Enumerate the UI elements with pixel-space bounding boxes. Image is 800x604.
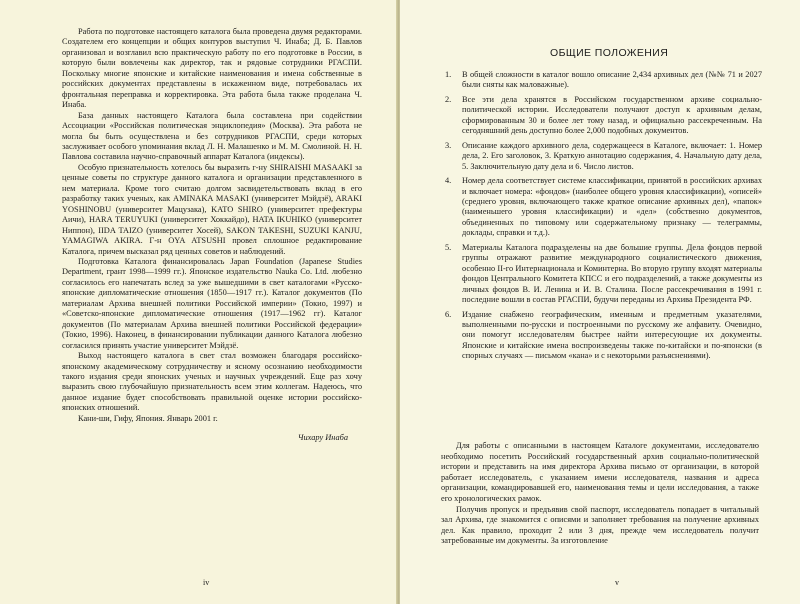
closing-text (441, 441, 759, 547)
paragraph: Получив пропуск и предъявив свой паспорт, исследователь попадает в читальный зал Архива, где знакомится с описями и заполняет требования на получение архивных дел. Как правило, проходит 2 или 3 дня, прежде чем исследователь получит затребованные им документы. За изготовление (441, 504, 759, 546)
list-item-text: Номер дела соответствует системе классификации, принятой в российских архивах и включает номера: «фондов» (наиболее общего уровня классификации), «описей» (среднего уровня, включающего также краткое описание архивных дел), «папок» (наименьшего уровня классификации) и «дел» (собственно документов, объединенных по типовому или содержательному признаку — телеграммы, доклады, справки и т.д.). (462, 176, 762, 238)
page-number-right: v (615, 578, 619, 587)
list-item-number: 1. (445, 70, 452, 79)
list-item-text: Издание снабжено географическим, именным и предметным указателями, выполненными по-русски и построенными по русскому же алфавиту. Очевидно, они помогут исследователям быстрее найти интересующие их документы. Японские и китайские имена воспроизведены также по-китайски и по-японски (в спорных случаях — письмом «кана» и с некоторыми разъяснениями). (462, 309, 762, 361)
list-item (445, 310, 762, 362)
signature-name: Чихару Инаба (297, 433, 348, 443)
list-item-number: 5. (445, 242, 452, 252)
list-item-number: 3. (445, 140, 452, 150)
list-item (445, 176, 762, 239)
paragraph: Выход настоящего каталога в свет стал возможен благодаря российско-японскому академическому сотрудничеству и ясному осознанию необходимости такого издания среди японских ученых и научных учреждений. Еще раз хочу выразить свою глубочайшую признательность всем этим коллегам. Надеюсь, что данное издание будет способствовать правильной оценке истории российско-японских отношений. (62, 351, 362, 413)
list-item-text: Все эти дела хранятся в Российском государственном архиве социально-политической истории. Исследователи получают доступ к архивным делам, сформированным 30 и более лет тому назад, и официально рассекреченным. На сегодняшний день доступно более 2,000 подобных документов. (462, 94, 762, 136)
paragraph: База данных настоящего Каталога была составлена при содействии Ассоциации «Российская политическая энциклопедия» (Москва). Эта работа не могла бы быть осуществлена и без сотрудников РГАСПИ, среди которых заслуживает особого упоминания вклад Л. Н. Малашенко и М. М. Смолиной. Н. Н. Павлова составила научно-справочный аппарат Каталога (индексы). (62, 110, 362, 162)
list-item-text: Описание каждого архивного дела, содержащееся в Каталоге, включает: 1. Номер дела, 2. Его заголовок, 3. Краткую аннотацию содержания, 4. Начальную дату дела, 5. Заключительную дату дела и 6. Число листов. (462, 140, 762, 171)
paragraph: Работа по подготовке настоящего каталога была проведена двумя редакторами. Создателем его концепции и общих контуров выступил Ч. Инаба; Д. Б. Павлов организовал и возглавил всю практическую работу по его подготовке в России, в которую были вовлечены как директор, так и рядовые сотрудники РГАСПИ. Поскольку многие японские и китайские наименования и имена собственные в российских документах представлены в искаженном виде, потребовалась их фронтальная переправка и корректировка. Эта работа была также проделана Ч. Инаба. (62, 27, 362, 110)
list-item-number: 4. (445, 176, 452, 186)
list-item (445, 243, 762, 306)
list-item (445, 95, 762, 137)
section-heading: ОБЩИЕ ПОЛОЖЕНИЯ (550, 47, 669, 59)
left-page (0, 0, 397, 604)
left-text-column (62, 27, 362, 444)
list-item-number: 2. (445, 94, 452, 104)
numbered-list (445, 70, 762, 366)
paragraph: Подготовка Каталога финансировалась Japan Foundation (Japanese Studies Department, грант 1998—1999 гг.). Японское издательство Nauka Co. Ltd. любезно согласилось его напечатать вслед за уже вышедшими в свет каталогами «Русско-японские дипломатические отношения (1850—1917 гг.). Каталог документов (По материалам Архива внешней политики Российской империи» (Токио, 1997) и «Советско-японские дипломатические отношения (1917—1962 гг). Каталог документов (По материалам Архива внешней политики Российской федерации» (Токио, 1996). Наконец, в финансировании публикации данного Каталога любезно согласился принять участие университет Мэйдзё. (62, 256, 362, 350)
list-item-number: 6. (445, 309, 452, 319)
paragraph: Для работы с описанными в настоящем Каталоге документами, исследователю необходимо посетить Российский государственный архив социально-политической истории и представить на имя директора Архива письмо от организации, в которой работает исследователь, с указанием имени исследователя, названия и адреса организации, командировавшей его, наименования темы и цели исследования, а также его хронологических рамок. (441, 441, 759, 503)
list-item (445, 70, 762, 91)
list-item (445, 141, 762, 172)
page-number-left: iv (203, 578, 210, 587)
signature-place-date: Кани-ши, Гифу, Япония. Январь 2001 г. (78, 413, 218, 423)
list-item-text: Материалы Каталога подразделены на две большие группы. Дела фондов первой группы отражают развитие международного социалистического движения, особенно II-го Интернационала и Коминтерна. Во вторую группу входят материалы фондов Центрального Комитета КПСС и его подразделений, а также документы из личных фондов В. И. Ленина и И. В. Сталина. После рассекречивания в 1991 г. последние вошли в состав РГАСПИ, будучи переданы из Архива Президента РФ. (462, 242, 762, 305)
paragraph: Особую признательность хотелось бы выразить г-ну SHIRAISHI MASAAKI за ценные советы по структуре данного каталога и организации представленного в нем материала. Кроме того считаю долгом засвидетельствовать вклад в его разработку таких ученых, как AMINAKA MASAKI (университет Мэйдзё), ARAKI YOSHINOBU (университет Мацузака), KATO SHIRO (университет префектуры Аичи), HARA TERUYUKI (университет Хоккайдо), HATA IKUHIKO (университет Ниппон), IIDA TAIZO (университет Хосей), SAKON TAKESHI, SUZUKI KANJU, YAMAGIWA AKIRA. Г-н OYA ATSUSHI провел сплошное редактирование Каталога, причем высказал ряд ценных советов и наблюдений. (62, 162, 362, 256)
list-item-text: В общей сложности в каталог вошло описание 2,434 архивных дел (№№ 71 и 2027 были сняты как маловажные). (462, 70, 762, 90)
right-page (400, 0, 800, 604)
